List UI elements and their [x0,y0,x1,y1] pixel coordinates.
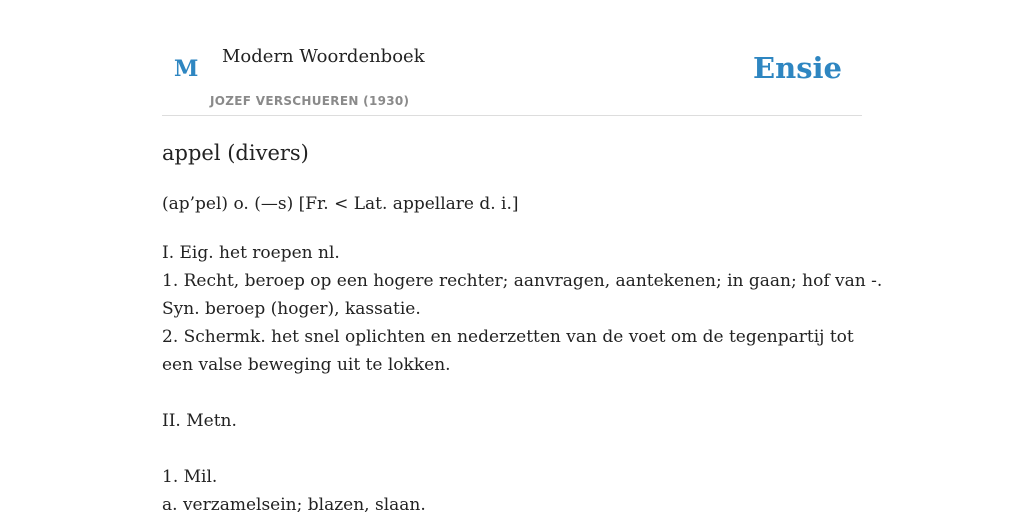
book-author: JOZEF VERSCHUEREN (1930) [210,94,410,108]
definition-line: 1. Recht, beroep op een hogere rechter; aanvragen, aantekenen; in gaan; hof van -. [162,271,883,291]
book-logo[interactable]: M [174,56,199,82]
entry-etymology: (ap’pel) o. (—s) [Fr. < Lat. appellare d. i.] [162,194,519,214]
definition-spacer [162,379,862,407]
definition-line: Syn. beroep (hoger), kassatie. [162,299,421,319]
entry-title: appel (divers) [162,141,309,165]
definition-line: 1. Mil. [162,467,218,487]
page [162,0,883,512]
brand-logo[interactable]: Ensie [753,51,842,85]
definition-line: 2. Schermk. het snel oplichten en nederzetten van de voet om de tegenpartij tot [162,327,854,347]
header [162,0,862,116]
entry-definition [162,239,883,512]
definition-line: II. Metn. [162,411,237,431]
definition-line: een valse beweging uit te lokken. [162,355,451,375]
definition-line: I. Eig. het roepen nl. [162,243,340,263]
definition-line: a. verzamelsein; blazen, slaan. [162,495,426,512]
book-title[interactable]: Modern Woordenboek [222,46,425,67]
definition-spacer [162,435,862,463]
